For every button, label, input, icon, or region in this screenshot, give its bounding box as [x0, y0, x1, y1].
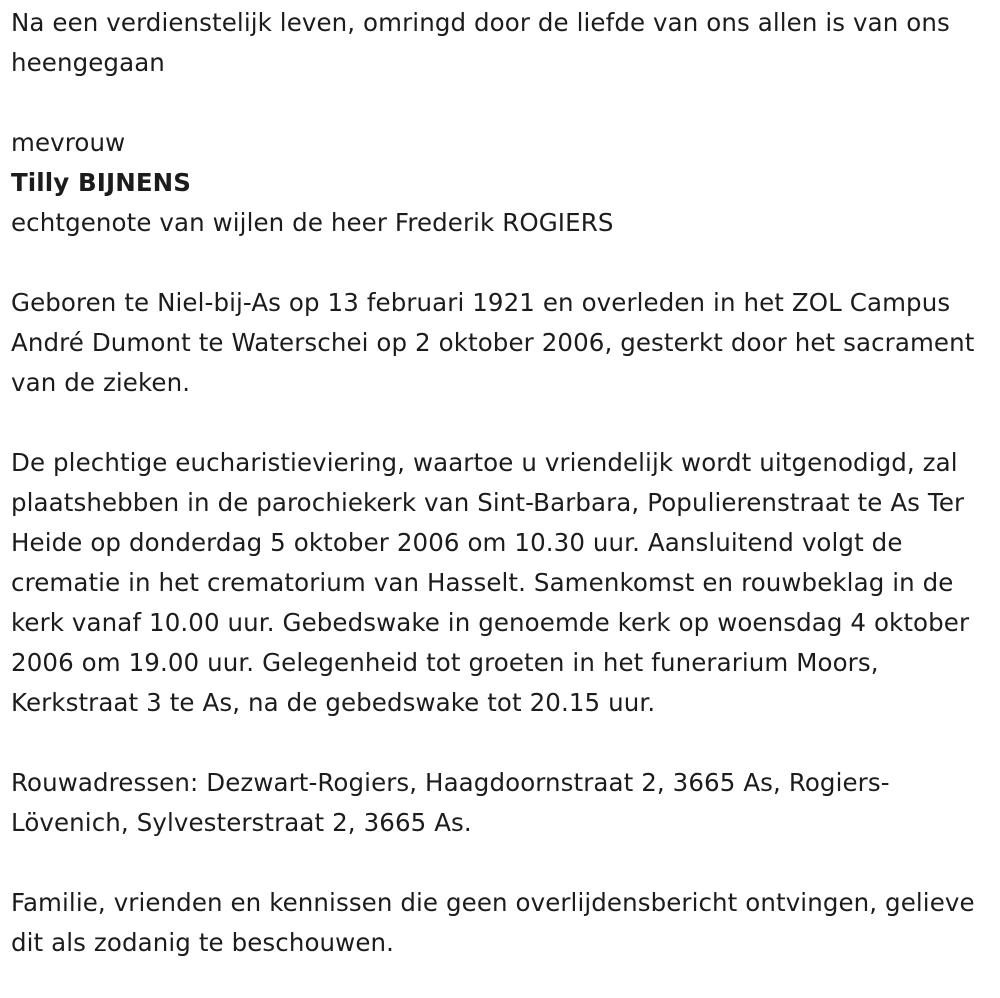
intro-text: Na een verdienstelijk leven, omringd door de liefde van ons allen is van ons heengegaan	[11, 8, 950, 77]
spouse-line: echtgenote van wijlen de heer Frederik ROGIERS	[11, 208, 614, 237]
deceased-name: Tilly BIJNENS	[11, 168, 192, 197]
addresses-paragraph: Rouwadressen: Dezwart-Rogiers, Haagdoornstraat 2, 3665 As, Rogiers-Lövenich, Sylvesterstraat 2, 3665 As.	[11, 768, 890, 837]
birth-death-paragraph: Geboren te Niel-bij-As op 13 februari 1921 en overleden in het ZOL Campus André Dumont te Waterschei op 2 oktober 2006, gesterkt door het sacrament van de zieken.	[11, 288, 975, 397]
salutation: mevrouw	[11, 128, 126, 157]
ceremony-paragraph: De plechtige eucharistieviering, waartoe u vriendelijk wordt uitgenodigd, zal plaatshebben in de parochiekerk van Sint-Barbara, Populierenstraat te As Ter Heide op donderdag 5 oktober 2006 om 10.30 uur. Aansluitend volgt de crematie in het crematorium van Hasselt. Samenkomst en rouwbeklag in de kerk vanaf 10.00 uur. Gebedswake in genoemde kerk op woensdag 4 oktober 2006 om 19.00 uur. Gelegenheid tot groeten in het funerarium Moors, Kerkstraat 3 te As, na de gebedswake tot 20.15 uur.	[11, 448, 970, 717]
closing-paragraph: Familie, vrienden en kennissen die geen overlijdensbericht ontvingen, gelieve dit als zodanig te beschouwen.	[11, 888, 975, 957]
